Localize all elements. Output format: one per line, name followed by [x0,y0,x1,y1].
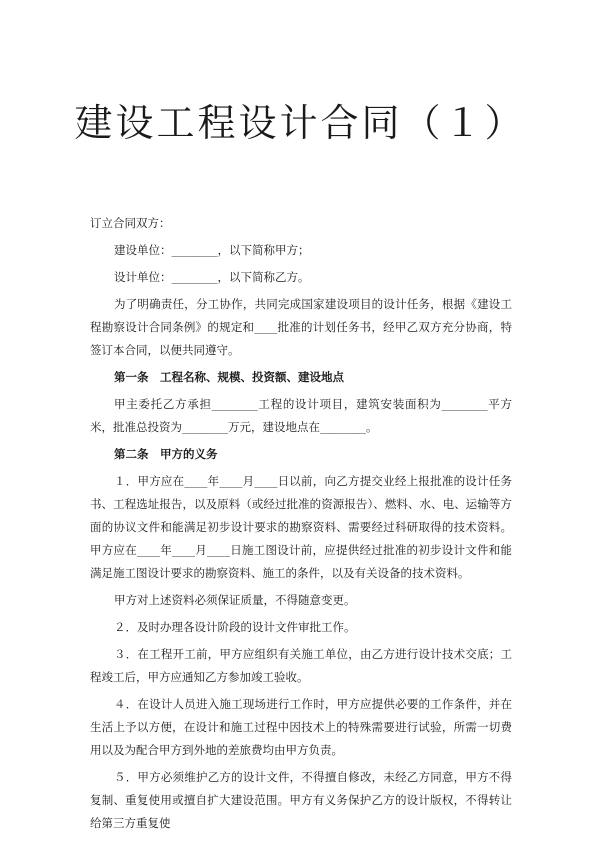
article-2-item-1-note: 甲方对上述资料必须保证质量，不得随意变更。 [114,593,356,607]
article-2-heading: 第二条 甲方的义务 [114,447,218,461]
document-body [90,212,512,835]
article-2-item-1: １．甲方应在____年____月____日以前，向乙方提交业经上报批准的设计任务书、工程选址报告，以及原料（或经过批准的资源报告）、燃料、水、电、运输等方面的协议文件和能满足初步设计要求的勘察资料、需要经过科研取得的技术资料。甲方应在____年____月____日施工图设计前，应提供经过批准的初步设计文件和能满足施工图设计要求的勘察资料、施工的条件，以及有关设备的技术资料。 [90,474,512,580]
article-1-body: 甲主委托乙方承担________工程的设计项目，建筑安装面积为________平方米，批准总投资为________万元，建设地点在________。 [90,397,512,434]
paragraph-party-a: 建设单位：________，以下简称甲方； [114,243,310,257]
paragraph-preamble: 为了明确责任，分工协作，共同完成国家建设项目的设计任务，根据《建设工程勘察设计合同条例》的规定和____批准的计划任务书，经甲乙双方充分协商，特签订本合同，以便共同遵守。 [90,297,512,357]
paragraph-parties-intro: 订立合同双方： [90,216,171,230]
article-1-heading: 第一条 工程名称、规模、投资额、建设地点 [114,370,344,384]
article-2-item-3: ３．在工程开工前，甲方应组织有关施工单位，由乙方进行设计技术交底；工程竣工后，甲方应通知乙方参加竣工验收。 [90,647,512,684]
article-2-item-4: ４．在设计人员进入施工现场进行工作时，甲方应提供必要的工作条件，并在生活上予以方便，在设计和施工过程中因技术上的特殊需要进行试验，所需一切费用以及为配合甲方到外地的差旅费均由甲方负责。 [90,697,512,757]
paragraph-party-b: 设计单位：________，以下简称乙方。 [114,270,310,284]
article-2-item-5: ５．甲方必须维护乙方的设计文件，不得擅自修改，未经乙方同意，甲方不得复制、重复使用或擅自扩大建设范围。甲方有义务保护乙方的设计版权，不得转让给第三方重复使 [90,770,512,830]
document-title: 建设工程设计合同（１） [74,101,526,145]
article-2-item-2: ２．及时办理各设计阶段的设计文件审批工作。 [114,620,356,634]
